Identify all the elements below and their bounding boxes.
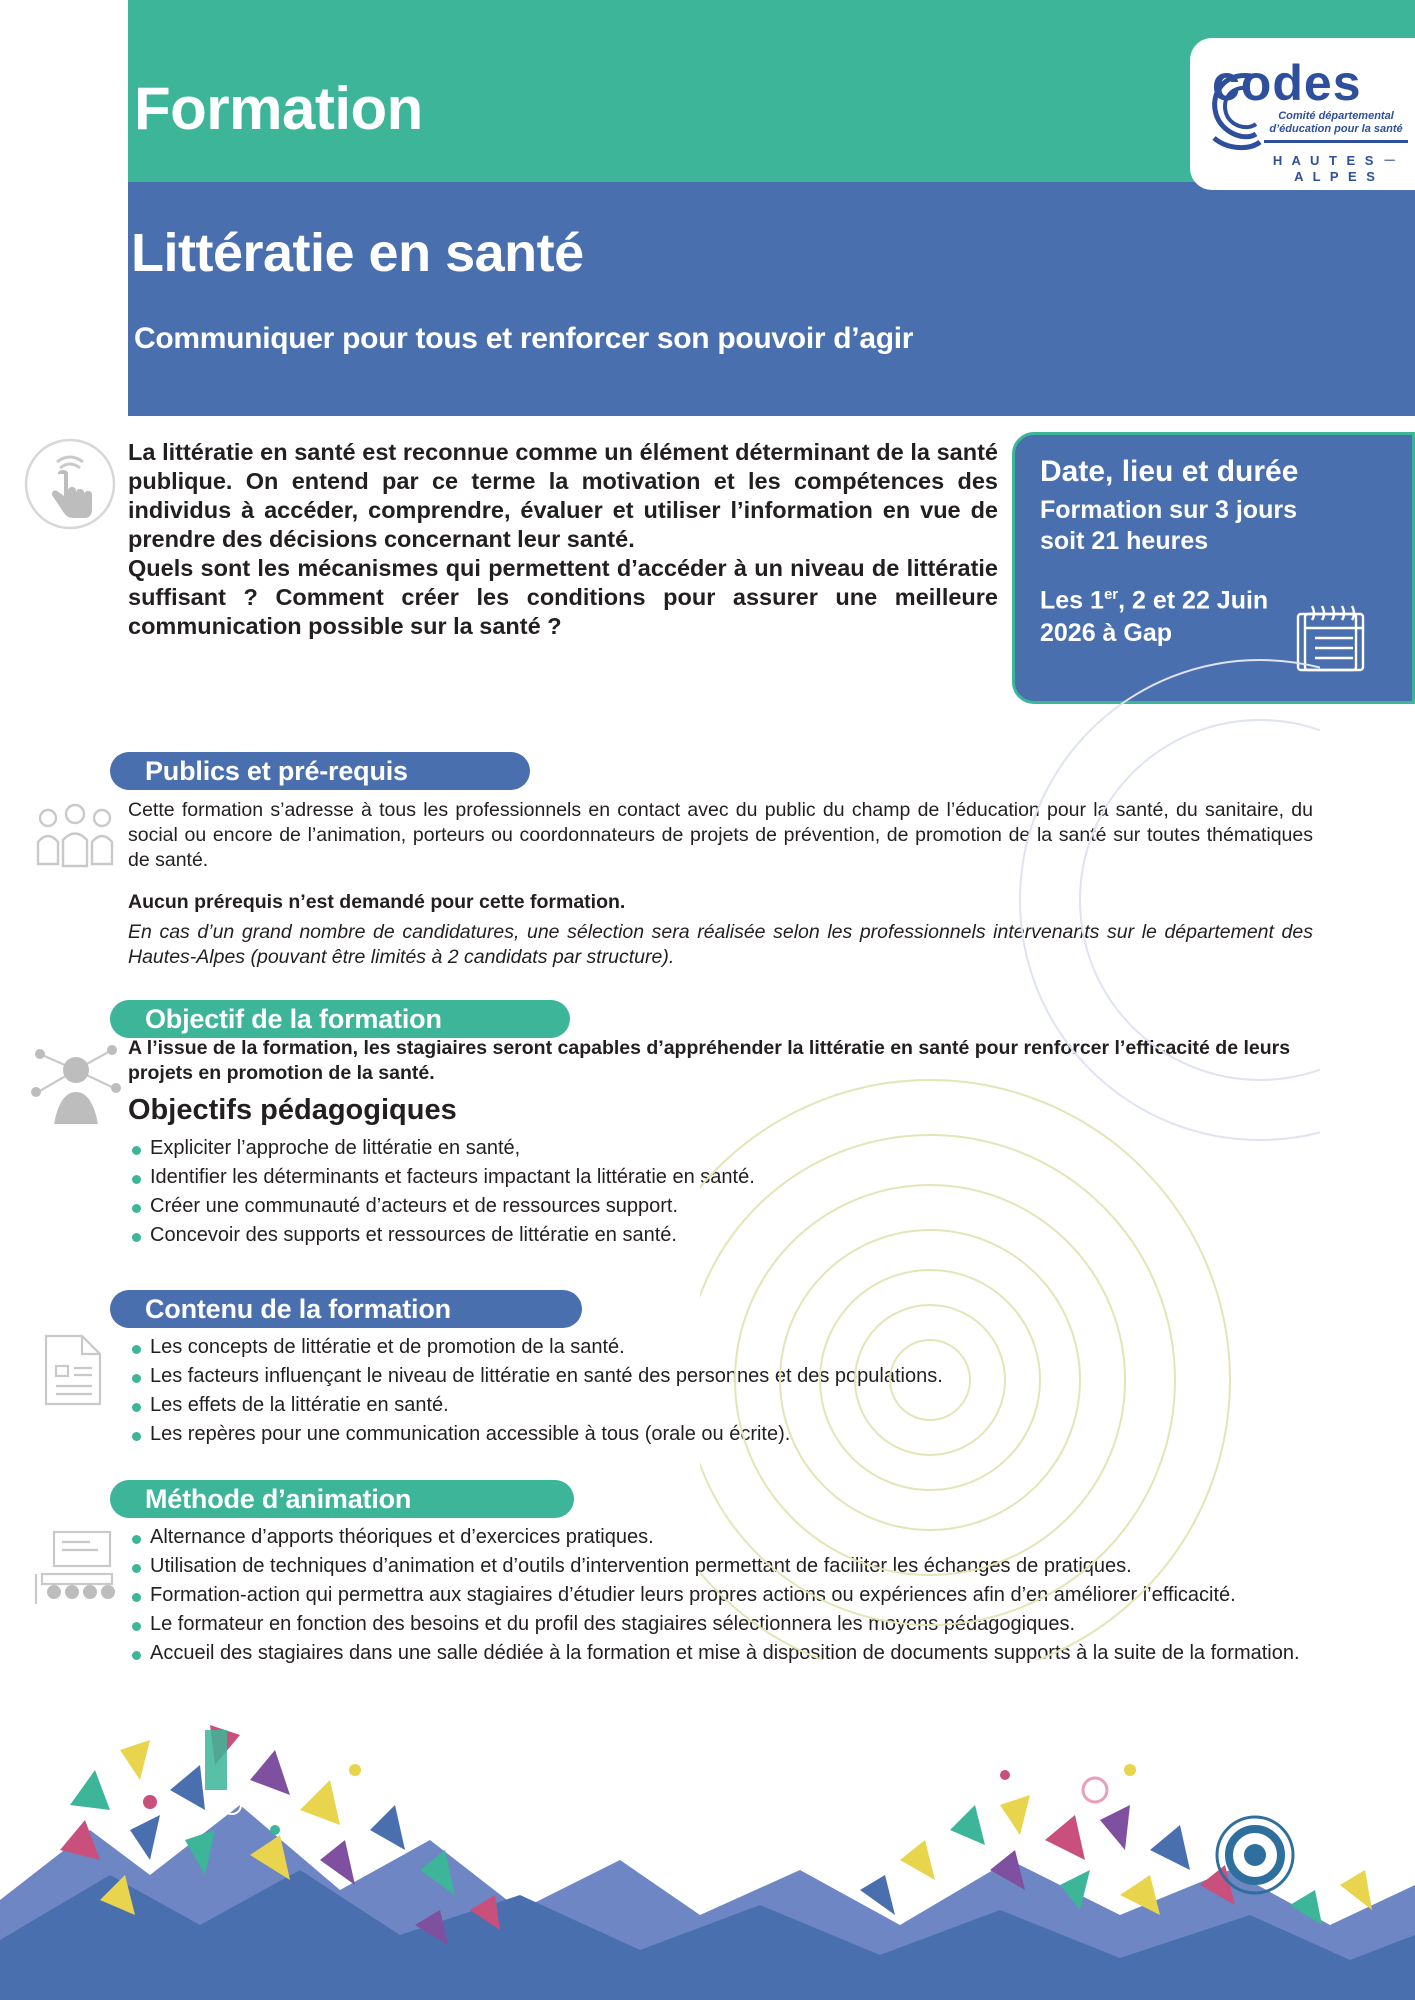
- hand-touch-icon: [24, 438, 116, 530]
- network-person-icon: [28, 1040, 123, 1130]
- watermark-spiral: [700, 560, 1320, 1660]
- logo-divider: [1264, 140, 1408, 144]
- training-room-icon: [28, 1528, 120, 1608]
- group-people-icon: [30, 800, 120, 880]
- logo-region: H A U T E S － A L P E S: [1272, 153, 1400, 184]
- intro-paragraph-text: La littératie en santé est reconnue comme un élément déterminant de la santé publique. On entend par ce terme la motivation et les compétences des individus à accéder, comprendre, évaluer et utiliser l’information en vue de prendre des décisions concernant leur santé.: [128, 439, 998, 552]
- date-sup: er: [1103, 586, 1119, 603]
- list-item: Concevoir des supports et ressources de littératie en santé.: [128, 1222, 1313, 1249]
- footer-mountains: [0, 1710, 1415, 2000]
- list-item: Les effets de la littératie en santé.: [128, 1392, 1313, 1419]
- date-box-dates: [1040, 578, 1330, 650]
- publics-prerequis: Aucun prérequis n’est demandé pour cette formation.: [128, 891, 626, 913]
- date-pre: Les 1: [1040, 586, 1104, 615]
- contenu-list: [128, 1334, 1313, 1450]
- header-white-notch-top: [0, 0, 128, 182]
- list-item: Le formateur en fonction des besoins et du profil des stagiaires sélectionnera les moyens pédagogiques.: [128, 1611, 1318, 1638]
- list-item: Les concepts de littératie et de promotion de la santé.: [128, 1334, 1313, 1361]
- document-icon: [38, 1330, 110, 1410]
- objectif-lead: A l’issue de la formation, les stagiaires seront capables d’appréhender la littératie en santé pour renforcer l’efficacité de leurs projets en promotion de la santé.: [128, 1037, 1291, 1084]
- page-subtitle: Communiquer pour tous et renforcer son pouvoir d’agir: [134, 322, 914, 355]
- list-item: Expliciter l’approche de littératie en santé,: [128, 1135, 1313, 1162]
- date-place: 2026 à Gap: [1040, 619, 1173, 648]
- logo-wordmark: codes: [1212, 55, 1362, 111]
- date-box-duration: Formation sur 3 jours soit 21 heures: [1040, 496, 1297, 555]
- list-item: Accueil des stagiaires dans une salle dédiée à la formation et mise à disposition de documents supports à la suite de la formation.: [128, 1640, 1318, 1667]
- publics-selection: En cas d’un grand nombre de candidatures, une sélection sera réalisée selon les professionnels intervenants sur le département des Hautes-Alpes (pouvant être limités à 2 candidats par structure).: [128, 921, 1313, 968]
- list-item: Alternance d’apports théoriques et d’exercices pratiques.: [128, 1524, 1318, 1551]
- footer-illustration: [0, 1710, 1415, 2000]
- logo-tagline: Comité départemental d’éducation pour la santé: [1269, 110, 1403, 135]
- logo-codes: [1190, 38, 1415, 190]
- page-kicker: Formation: [134, 75, 423, 142]
- calendar-icon: [1288, 598, 1370, 678]
- intro-paragraph: [128, 438, 998, 641]
- list-item: Formation-action qui permettra aux stagiaires d’étudier leurs propres actions ou expériences afin d’en améliorer l’efficacité.: [128, 1582, 1318, 1609]
- section-title-methode: Méthode d’animation: [110, 1480, 574, 1518]
- methode-list: [128, 1524, 1318, 1669]
- objectif-list: [128, 1135, 1313, 1251]
- date-post: , 2 et 22 Juin: [1118, 586, 1269, 615]
- section-title-contenu: Contenu de la formation: [110, 1290, 582, 1328]
- section-title-publics: Publics et pré-requis: [110, 752, 530, 790]
- list-item: Utilisation de techniques d’animation et d’outils d’intervention permettant de faciliter les échanges de pratiques.: [128, 1553, 1318, 1580]
- page-title: Littératie en santé: [131, 223, 584, 283]
- list-item: Identifier les déterminants et facteurs impactant la littératie en santé.: [128, 1164, 1313, 1191]
- header-white-notch-bottom: [0, 182, 128, 416]
- objectif-subtitle: Objectifs pédagogiques: [128, 1094, 457, 1126]
- section-title-objectif: Objectif de la formation: [110, 1000, 570, 1038]
- intro-question-text: Quels sont les mécanismes qui permettent d’accéder à un niveau de littératie suffisant ? Comment créer les conditions pour assurer une meilleure communication possible sur la santé ?: [128, 555, 998, 639]
- date-box-title: Date, lieu et durée: [1040, 455, 1299, 488]
- list-item: Les facteurs influençant le niveau de littératie en santé des personnes et des populations.: [128, 1363, 1313, 1390]
- publics-paragraph: Cette formation s’adresse à tous les professionnels en contact avec du public du champ de l’éducation pour la santé, du sanitaire, du social ou encore de l’animation, porteurs ou coordonnateurs de projets de prévention, de promotion de la santé sur toutes thématiques de santé.: [128, 799, 1313, 871]
- list-item: Créer une communauté d’acteurs et de ressources support.: [128, 1193, 1313, 1220]
- header-band-blue: [0, 182, 1415, 416]
- list-item: Les repères pour une communication accessible à tous (orale ou écrite).: [128, 1421, 1313, 1448]
